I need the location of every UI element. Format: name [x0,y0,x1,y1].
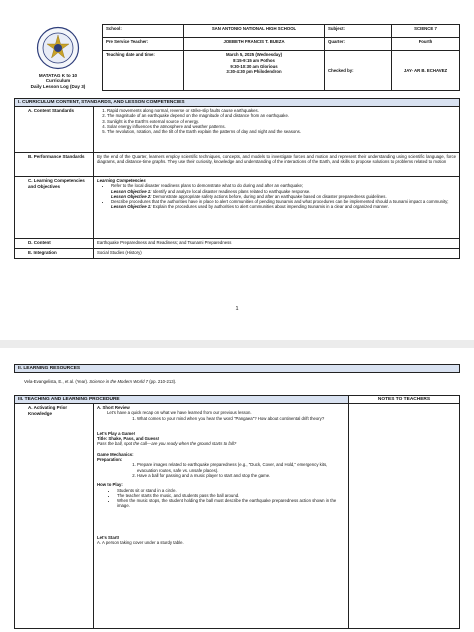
content-standard-2: 2. The magnitude of an earthquake depend on the magnitude of and distance from an earthquake. [107,113,456,118]
learning-item-3-text: Describe procedures that the authorities have in place to alert communities of pending tsunamis and what procedures can be implemented should a tsunami impact a community; [111,199,449,205]
howto-item-3: • When the music stops, the student holding the ball must describe the earthquake preparedness action shown in the image. [117,498,345,509]
checked-value: JAY- AR B. ECHAVEZ [392,51,460,90]
notes-title: NOTES TO TEACHERS [349,396,460,404]
mechanics-title: Game Mechanics: [97,451,134,457]
performance-label: B. Performance Standards [28,154,85,159]
content-standard-5: 5. The revolution, rotation, and the tilt of the Earth explain the patterns of day and night and the seasons. [107,129,456,134]
start-item: A. A person taking cover under a sturdy table. [97,540,184,546]
date-line-4: 3:30-4:30 pm Philodendron [226,69,282,75]
game-title: Let's Play a Game! [97,430,136,436]
header-table [14,24,460,91]
learning-item-3-obj-label: Lesson Objective 1: [111,204,152,210]
page-number: 1 [235,306,239,312]
notes-cell [349,404,460,629]
resource-prefix: Vela-Evangelista, E., et al. (Year). [24,379,90,384]
deped-seal-icon [36,26,80,70]
resource-suffix: (pp. 210-213). [148,379,177,384]
preparation-title: Preparation: [97,457,123,463]
howto-item-2: • The teacher starts the music, and students pass the ball around. [117,493,345,498]
learning-label: C. Learning Competencies and Objectives [28,178,85,189]
short-review-intro: Let's have a quick recap on what we have learned from our previous lesson. [107,410,252,416]
header-logo-cell [14,25,103,91]
quarter-label: Quarter: [325,38,392,51]
integration-label: E. Integration [28,250,57,255]
activating-label-cell [15,404,94,629]
howto-item-1: • Students sit or stand in a circle. [117,488,345,493]
learning-label-cell [15,177,94,239]
short-review-question: 1. What comes to your mind when you hear the word "Pangaea"? How about continental drift theory? [137,416,345,421]
game-subtitle: Title: Shake, Pass, and Guess! [97,436,160,442]
start-title: Let's Start! [97,534,120,540]
learning-item-2-obj-text: Demonstrate appropriate safety actions before, during and after an earthquake based on disaster preparedness guidelines. [151,193,387,199]
header-title-line-3: Daily Lesson Log (Day 3) [30,83,86,89]
date-label: Teaching date and time: [103,51,184,90]
date-line-1: March 5, 2025 (Wednesday) [225,52,283,58]
section3-table [14,395,460,629]
date-line-3: 9:30-10:30 am Glorious [230,63,278,69]
integration-label-cell [15,249,94,259]
content-label: D. Content [28,240,51,245]
quarter-value: Fourth [392,38,460,51]
date-value [184,51,325,90]
learning-heading: Learning Competencies [97,178,146,183]
learning-item-1-obj-text: Identify and analyze local disaster readiness plans related to earthquake response. [151,188,311,194]
content-standards-cell [94,107,460,153]
resource-title: Science in the Modern World 7 [89,379,149,384]
learning-cell [94,177,460,239]
subject-value: SCIENCE 7 [392,25,460,38]
content-standard-4: 4. Solar energy influences the atmosphere and weather patterns. [107,124,456,129]
integration-value: Social Studies (History) [94,249,460,259]
header-title-line-1: MATATAG K to 10 [38,72,78,78]
school-value: SAN ANTONIO NATIONAL HIGH SCHOOL [184,25,325,38]
learning-item-3 [111,199,456,210]
learning-item-1-text: Refer to the local disaster readiness plans to demonstrate what to do during and after an earthquake; [111,183,304,189]
section1-title: I. CURRICULUM CONTENT, STANDARDS, AND LESSON COMPETENCIES [15,99,460,107]
short-review-title: A. Short Review [97,405,130,410]
date-line-2: 8:15-9:15 am Pothos [233,57,275,63]
game-tagline: Pass the ball, spot the call—are you ready when the ground starts to fall? [97,441,237,447]
performance-text: By the end of the Quarter, learners employ scientific techniques, concepts, and models to investigate forces and motion and represent their understanding using scientific language, force diagrams, and distance-time graphs. They use their curiosity, knowledge and understanding of the interactions of the Earth, and skills to propose solutions to problems related to motion [94,153,460,177]
learning-item-1-obj-label: Lesson Objective 1: [111,188,152,194]
teacher-value: JOEBETH FRANCIS T. BUEZA [184,38,325,51]
content-standard-1: 1. Rapid movements along normal, reverse or strike-slip faults cause earthquakes. [107,108,456,113]
page-break [0,340,474,348]
section2-table [14,364,460,373]
school-label: School: [103,25,184,38]
subject-label: Subject: [325,25,392,38]
howto-title: How to Play: [97,482,123,488]
content-standard-3: 3. Sunlight is the Earth's external source of energy. [107,119,456,124]
content-value: Earthquake Preparedness and Readiness; and Tsunami Preparedness [94,239,460,249]
procedure-cell [94,404,349,629]
preparation-item-2: 2. Have a ball for passing and a music player to start and stop the game. [137,473,345,478]
section1-table [14,98,460,259]
learning-item-3-obj-text: Explain the procedures used by authorities to alert communities about impending tsunamis in a clear and organized manner. [151,204,389,210]
resource-citation [24,379,454,384]
learning-item-2-obj-label: Lesson Objective 2: [111,193,152,199]
content-label-cell [15,239,94,249]
performance-label-cell [15,153,94,177]
section3-title: III. TEACHING AND LEARNING PROCEDURE [15,396,349,404]
content-standards-label: A. Content Standards [28,108,75,113]
preparation-item-1: 1. Prepare images related to earthquake preparedness (e.g., "Duck, Cover, and Hold," emergency kits, evacuation routes, safe vs. unsafe places). [137,462,345,473]
content-standards-label-cell [15,107,94,153]
learning-item-1 [111,183,456,199]
section2-title: II. LEARNING RESOURCES [15,365,460,373]
header-title-line-2: Curriculum [45,78,71,84]
activating-label: A. Activating Prior Knowledge [28,405,68,416]
checked-label: Checked by: [325,51,392,90]
teacher-label: Pre Service Teacher: [103,38,184,51]
